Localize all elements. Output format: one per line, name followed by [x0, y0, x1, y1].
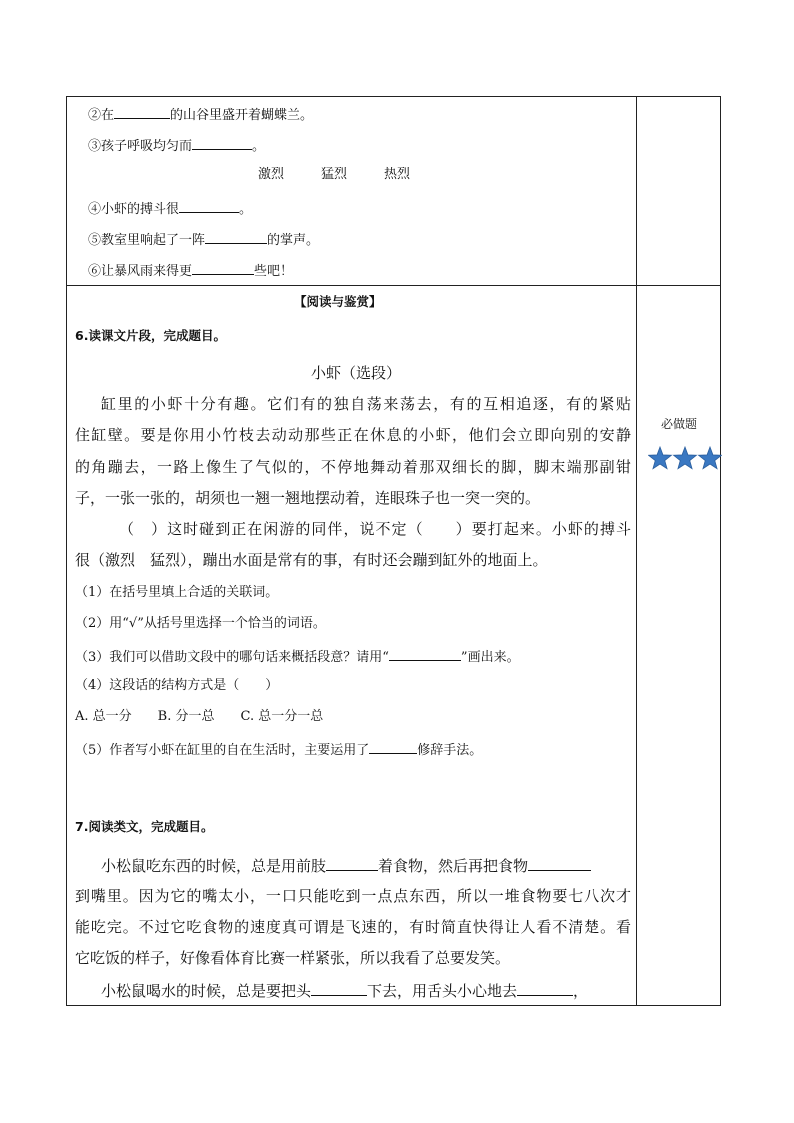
sub-question-1: （1）在括号里填上合适的关联词。	[75, 585, 279, 600]
sub-question-5: （5）作者写小虾在缸里的自在生活时，主要运用了 修辞手法。	[75, 743, 483, 758]
answer-blank[interactable]	[192, 262, 254, 275]
answer-blank[interactable]	[179, 200, 239, 213]
star-icon	[699, 447, 722, 469]
passage-line: 缸里的小虾十分有趣。它们有的独自荡来荡去，有的互相追逐，有的紧贴	[101, 395, 631, 413]
sub-question-2: （2）用“√”从括号里选择一个恰当的词语。	[75, 616, 326, 631]
sub-question-3: （3）我们可以借助文段中的哪句话来概括段意？请用“ ”画出来。	[75, 650, 520, 665]
passage-line: 子，一张一张的，胡须也一翘一翘地摆动着，连眼珠子也一突一突的。	[75, 489, 541, 507]
question-6-heading: 6.读课文片段，完成题目。	[75, 328, 226, 343]
answer-blank[interactable]	[205, 231, 267, 244]
word-option: 热烈	[384, 167, 411, 182]
squirrel-line: 小松鼠吃东西的时候，总是用前肢 着食物，然后再把食物	[101, 858, 591, 874]
answer-blank[interactable]	[517, 983, 573, 996]
row-divider	[66, 285, 721, 286]
star-icon	[649, 447, 672, 469]
answer-blank[interactable]	[114, 106, 170, 119]
question-item-3: ③孩子呼吸均匀而 。	[88, 139, 266, 154]
question-item-5: ⑤教室里响起了一阵 的掌声。	[88, 233, 320, 248]
answer-blank[interactable]	[192, 137, 252, 150]
squirrel-line: 能吃完。不过它吃食物的速度真可谓是飞速的，有时简直快得让人看不清楚。看	[75, 918, 631, 936]
squirrel-line: 小松鼠喝水的时候，总是要把头 下去，用舌头小心地去 ，	[101, 982, 589, 1000]
sub-question-4: （4）这段话的结构方式是（ ）	[75, 678, 279, 693]
section-title: 【阅读与鉴赏】	[294, 294, 382, 309]
sub-question-4-options: A. 总一分 B. 分一总 C. 总一分一总	[75, 709, 324, 724]
answer-blank[interactable]	[369, 741, 417, 754]
passage-title: 小虾（选段）	[311, 364, 402, 382]
word-option: 激烈	[258, 167, 285, 182]
answer-blank[interactable]	[528, 858, 591, 871]
question-item-4: ④小虾的搏斗很 。	[88, 202, 253, 217]
squirrel-line: 到嘴里。因为它的嘴太小，一口只能吃到一点点东西，所以一堆食物要七八次才	[75, 887, 631, 905]
star-rating	[648, 446, 722, 470]
answer-blank[interactable]	[326, 858, 378, 871]
passage-line: 很（激烈 猛烈），蹦出水面是常有的事，有时还会蹦到缸外的地面上。	[75, 551, 548, 569]
squirrel-line: 它吃饭的样子，好像看体育比赛一样紧张，所以我看了总要发笑。	[75, 949, 511, 967]
column-divider	[636, 96, 637, 1006]
star-icon	[674, 447, 697, 469]
passage-line: 的角蹦去，一路上像生了气似的，不停地舞动着那双细长的脚，脚末端那副钳	[75, 458, 631, 476]
word-option: 猛烈	[321, 167, 348, 182]
question-item-6: ⑥让暴风雨来得更 些吧！	[88, 264, 294, 279]
answer-blank[interactable]	[389, 648, 461, 661]
question-7-heading: 7.阅读类文，完成题目。	[75, 819, 214, 834]
passage-line: 住缸壁。要是你用小竹枝去动动那些正在休息的小虾，他们会立即向别的安静	[75, 426, 631, 444]
required-label: 必做题	[661, 417, 698, 431]
passage-line: （ ）这时碰到正在闲游的同伴，说不定（ ）要打起来。小虾的搏斗	[119, 520, 631, 538]
question-item-2: ②在 的山谷里盛开着蝴蝶兰。	[88, 108, 314, 123]
answer-blank[interactable]	[311, 983, 367, 996]
